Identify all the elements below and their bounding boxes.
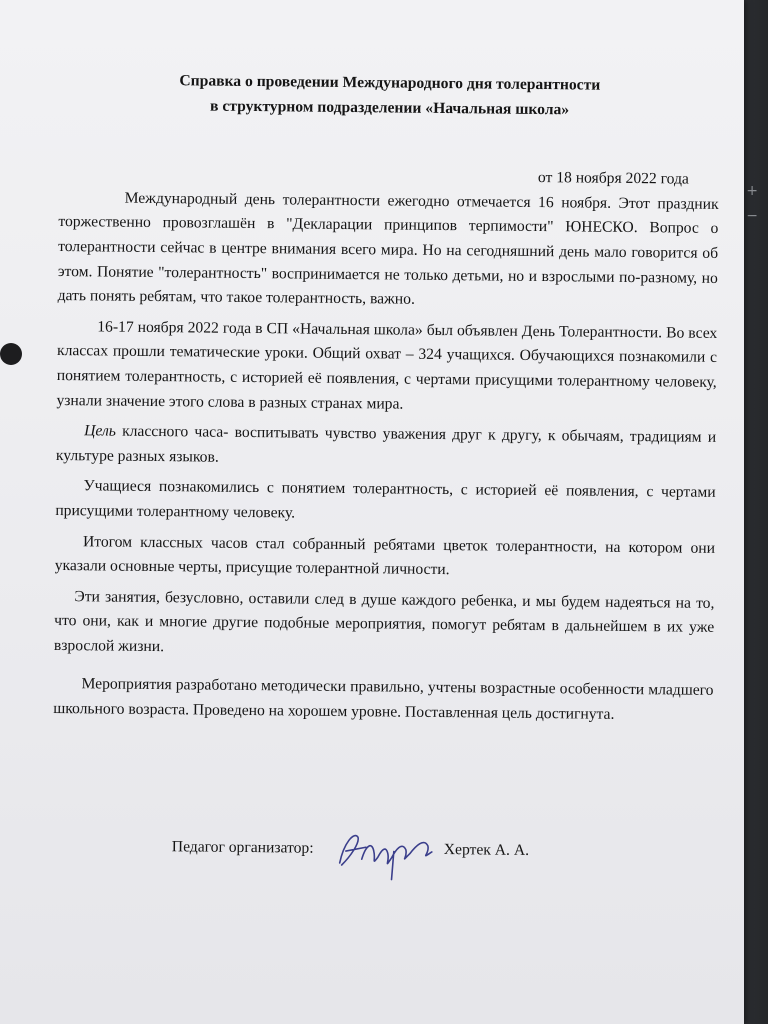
goal-label: Цель: [84, 422, 116, 440]
paragraph-result: Итогом классных часов стал собранный ребятами цветок толерантности, на котором они указали основные черты, присущие толерантной личности.: [54, 532, 716, 579]
document-title: [59, 68, 719, 124]
handwritten-signature: [331, 823, 442, 884]
punch-hole: [0, 343, 22, 365]
title-line-1: Справка о проведении Международного дня толерантности: [179, 72, 601, 94]
document-body: [53, 68, 720, 859]
minus-icon: −: [746, 208, 758, 224]
paragraph-impact: Эти занятия, безусловно, оставили след в душе каждого ребенка, и мы будем надеяться на то, что они, как и многие другие подобные мероприятия, помогут ребятам в дальнейшем в их уже взрослой жизни.: [53, 587, 715, 655]
goal-text: классного часа- воспитывать чувство уважения друг к другу, к обычаям, традициям и культуре разных языков.: [55, 422, 717, 466]
paragraph-goal: [56, 419, 716, 475]
paragraph-event: 16-17 ноября 2022 года в СП «Начальная школа» был объявлен День Толерантности. Во всех классах прошли тематические уроки. Общий охват – 324 учащихся. Обучающихся познакомили с понятием толерантность, с историей её появления, с чертами присущими толерантному человеку, узнали значение этого слова в разных странах мира.: [56, 318, 718, 413]
paragraph-students: Учащиеся познакомились с понятием толерантность, с историей её появления, с чертами присущими толерантному человеку.: [55, 477, 716, 522]
paragraph-intro: Международный день толерантности ежегодно отмечается 16 ноября. Этот праздник торжественно провозглашён в "Декларации принципов терпимости" ЮНЕСКО. Вопрос о толерантности сейчас в центре внимания всего мира. Но на сегодняшний день мало говорится об этом. Понятие "толерантность" воспринимается не только детьми, но и взрослыми по-разному, но дать понять ребятам, что такое толерантность, важно.: [57, 189, 719, 308]
paragraph-conclusion: Мероприятия разработано методически правильно, учтены возрастные особенности младшего школьного возраста. Проведено на хорошем уровне. Поставленная цель достигнута.: [53, 675, 714, 723]
signature-role: Педагог организатор:: [171, 838, 314, 857]
plus-icon: +: [746, 183, 758, 199]
title-line-2: в структурном подразделении «Начальная школа»: [209, 97, 570, 118]
signature-block: [171, 827, 692, 902]
signature-name: Хертек А. А.: [443, 841, 530, 859]
document-date: от 18 ноября 2022 года: [537, 169, 689, 188]
